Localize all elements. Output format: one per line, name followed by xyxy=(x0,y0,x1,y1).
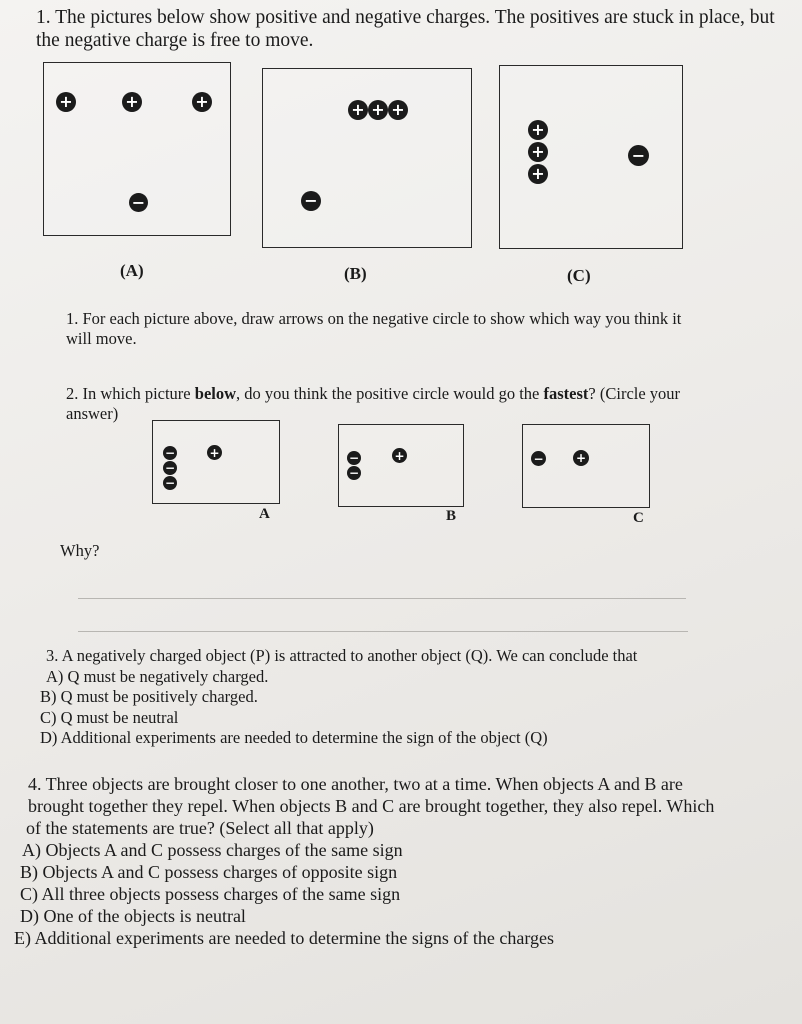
negative-charge-icon: − xyxy=(531,451,546,466)
question-2-prompt-line-1 xyxy=(66,384,766,404)
positive-charge-icon: + xyxy=(528,142,548,162)
q2-answer-line-2[interactable] xyxy=(78,631,688,632)
positive-charge-icon: + xyxy=(56,92,76,112)
negative-charge-icon: − xyxy=(348,451,360,465)
q2-prompt-part-3: ? (Circle your xyxy=(588,384,681,403)
negative-charge-icon: − xyxy=(164,446,176,460)
q2-picture-b[interactable] xyxy=(338,424,464,507)
question-4-stem-line-2: brought together they repel. When objects B and C are brought together, they also repel. Which xyxy=(28,796,715,816)
question-1-title-line-1: 1. The pictures below show positive and negative charges. The positives are stuck in place, but xyxy=(36,7,775,28)
q1-label-c: (C) xyxy=(567,266,591,285)
q2-prompt-part-2: , do you think the positive circle would go the xyxy=(236,384,544,403)
question-2-prompt xyxy=(66,384,766,424)
q2-prompt-part-1: 2. In which picture xyxy=(66,384,195,403)
q3-option-d[interactable]: D) Additional experiments are needed to determine the sign of the object (Q) xyxy=(40,728,548,747)
q2-label-c[interactable]: C xyxy=(633,510,644,526)
question-1-title-line-2: the negative charge is free to move. xyxy=(36,30,314,51)
negative-charge-icon: − xyxy=(348,466,360,480)
q2-answer-line-1[interactable] xyxy=(78,598,686,599)
q2-label-b[interactable]: B xyxy=(446,508,457,524)
q1-label-b: (B) xyxy=(344,264,367,283)
positive-charge-icon: + xyxy=(192,92,212,112)
question-2-prompt-line-2: answer) xyxy=(66,404,119,423)
q1-picture-c xyxy=(499,65,683,249)
q1-label-a: (A) xyxy=(120,261,144,280)
negative-charge-icon[interactable]: − xyxy=(628,145,649,166)
q3-option-c[interactable]: C) Q must be neutral xyxy=(40,707,179,727)
q1-picture-b xyxy=(262,68,472,248)
q1-instruction-line-2: will move. xyxy=(66,329,137,348)
question-4 xyxy=(14,773,790,949)
q4-option-a[interactable]: A) Objects A and C possess charges of the same sign xyxy=(22,840,403,860)
q4-option-e[interactable]: E) Additional experiments are needed to determine the signs of the charges xyxy=(14,928,554,948)
q4-option-c[interactable]: C) All three objects possess charges of the same sign xyxy=(20,884,401,904)
negative-charge-icon[interactable]: − xyxy=(301,191,321,211)
q4-option-b[interactable]: B) Objects A and C possess charges of opposite sign xyxy=(20,862,398,882)
q2-picture-c[interactable] xyxy=(522,424,650,508)
positive-charge-icon: + xyxy=(573,450,589,466)
positive-charge-icon: + xyxy=(348,100,368,120)
q2-prompt-bold-below: below xyxy=(194,384,237,403)
positive-charge-icon: + xyxy=(528,120,548,140)
positive-charge-icon: + xyxy=(122,92,142,112)
question-4-stem-line-1: 4. Three objects are brought closer to one another, two at a time. When objects A and B are xyxy=(28,774,683,794)
positive-charge-icon: + xyxy=(388,100,408,120)
q2-picture-a[interactable] xyxy=(152,420,280,504)
q4-option-d[interactable]: D) One of the objects is neutral xyxy=(20,906,246,926)
question-3 xyxy=(40,646,780,749)
positive-charge-icon: + xyxy=(392,448,407,463)
positive-charge-icon: + xyxy=(207,445,222,460)
q1-instruction xyxy=(66,309,766,349)
q3-option-a[interactable]: A) Q must be negatively charged. xyxy=(46,666,269,686)
question-1-title xyxy=(36,6,796,52)
question-3-stem: 3. A negatively charged object (P) is attracted to another object (Q). We can conclude that xyxy=(46,646,638,665)
q2-why-label: Why? xyxy=(60,541,100,560)
positive-charge-icon: + xyxy=(368,100,388,120)
q2-prompt-bold-fastest: fastest xyxy=(543,384,589,403)
q3-option-b[interactable]: B) Q must be positively charged. xyxy=(40,687,258,706)
negative-charge-icon[interactable]: − xyxy=(129,193,148,212)
negative-charge-icon: − xyxy=(164,476,176,490)
q1-picture-a xyxy=(43,62,231,236)
q2-label-a[interactable]: A xyxy=(259,506,270,522)
positive-charge-icon: + xyxy=(528,164,548,184)
question-4-stem-line-3: of the statements are true? (Select all that apply) xyxy=(26,818,374,838)
q1-instruction-line-1: 1. For each picture above, draw arrows on the negative circle to show which way you think it xyxy=(66,309,682,328)
negative-charge-icon: − xyxy=(164,461,176,475)
